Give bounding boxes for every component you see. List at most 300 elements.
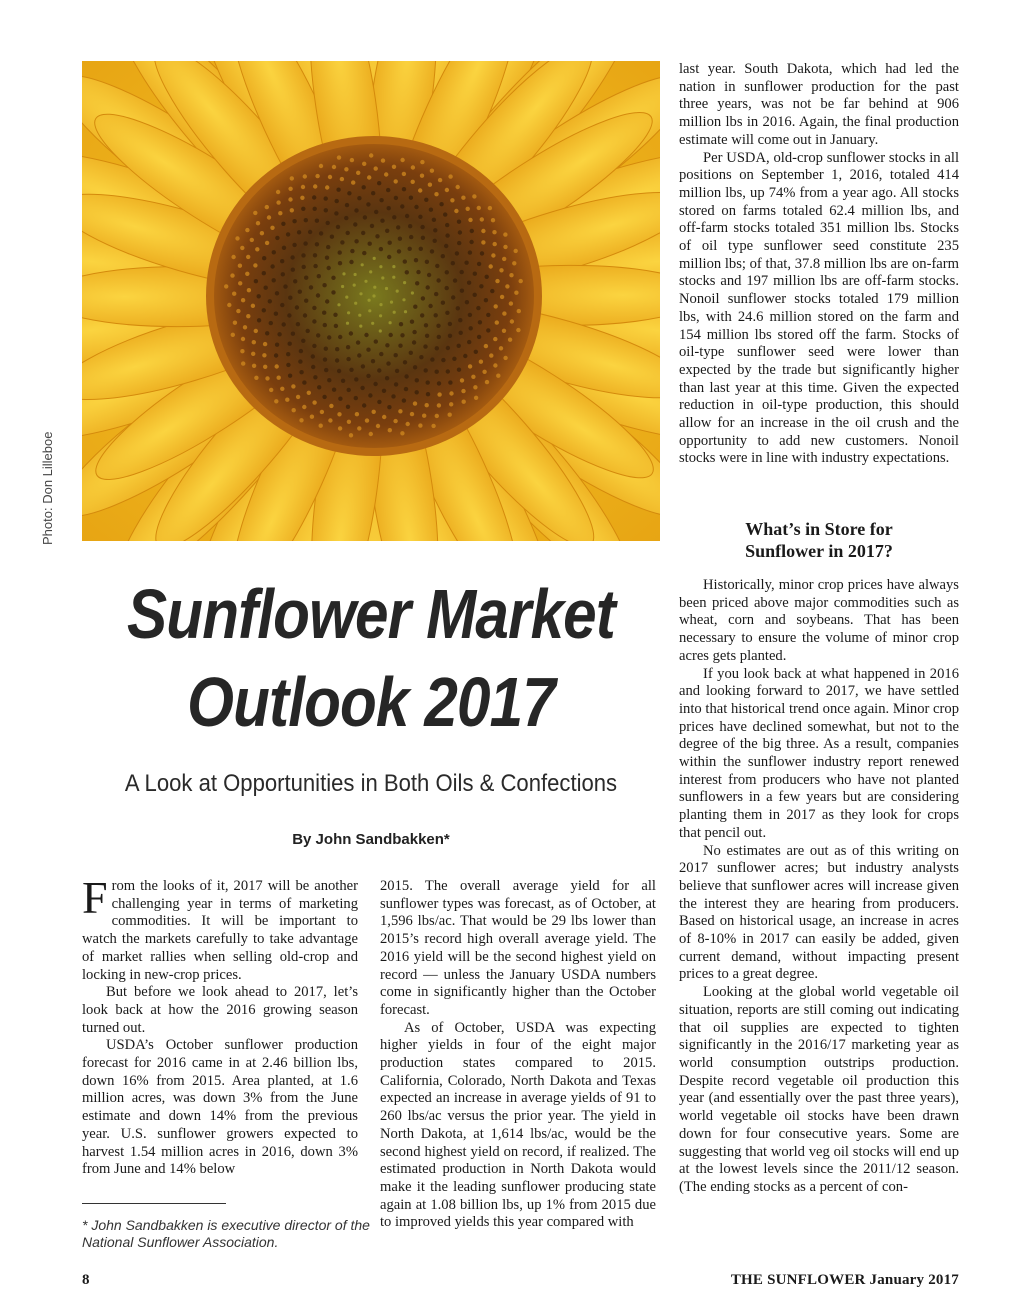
seed-dot [473,293,477,297]
seed-dot [491,218,495,222]
seed-dot [477,206,481,210]
seed-dot [396,225,400,229]
seed-dot [424,368,428,372]
seed-dot [354,396,358,400]
seed-dot [445,270,449,274]
seed-dot [274,353,278,357]
seed-dot [385,343,389,347]
seed-dot [398,344,402,348]
seed-dot [441,358,445,362]
seed-dot [434,192,438,196]
seed-dot [295,305,299,309]
seed-dot [446,369,450,373]
seed-dot [337,412,341,416]
paragraph: No estimates are out as of this writing on 2017 sunflower acres; but industry analysts believe that sunflower acres will increase given the interest they are hearing from producers. Based on historical usage, an increase in acres of 8-10% in 2017 can easily be added, given current demand, without impacting present prices to a great degree. [679,842,959,983]
seed-dot [238,281,242,285]
seed-dot [330,235,334,239]
seed-dot [408,247,412,251]
seed-dot [409,235,413,239]
seed-dot [409,351,413,355]
seed-dot [474,396,478,400]
seed-dot [245,228,249,232]
seed-dot [254,376,258,380]
seed-dot [392,265,395,268]
seed-dot [349,368,353,372]
seed-dot [424,323,428,327]
seed-dot [306,329,310,333]
seed-dot [460,270,464,274]
seed-dot [288,296,292,300]
seed-dot [405,214,409,218]
seed-dot [441,254,445,258]
seed-dot [341,285,344,288]
seed-dot [236,309,240,313]
seed-dot [445,223,449,227]
sunflower-photo [82,61,660,541]
seed-dot [338,426,342,430]
seed-dot [276,200,280,204]
seed-dot [512,261,516,265]
seed-dot [425,260,429,264]
seed-dot [354,208,358,212]
seed-dot [445,311,449,315]
seed-dot [380,219,384,223]
seed-dot [302,405,306,409]
byline: By John Sandbakken* [292,831,450,848]
running-footer: THE SUNFLOWER January 2017 [730,1272,959,1288]
seed-dot [269,321,273,325]
paragraph: But before we look ahead to 2017, let’s look back at how the 2016 growing season turned out. [82,984,358,1036]
seed-dot [354,377,358,381]
seed-dot [313,375,317,379]
seed-dot [437,381,441,385]
seed-dot [345,203,349,207]
paragraph: Looking at the global world vegetable oil situation, reports are still coming out indicating that oil supplies are expected to tighten significantly in the 2016/17 marketing year as world consumption outstrips production. Despite record vegetable oil production this year (and essentially over the past three years), world vegetable oil stocks have been drawn down for four consecutive years. Some are suggesting that world veg oil stocks will end up at the lowest levels since the 2011/12 season. (The ending stocks as a percent of con- [679,984,959,1195]
seed-dot [270,264,274,268]
seed-dot [481,240,485,244]
seed-dot [247,288,251,292]
seed-dot [275,291,279,295]
seed-dot [297,230,301,234]
seed-dot [346,322,349,325]
title-line-1: Sunflower Market [126,575,615,653]
seed-dot [292,243,296,247]
seed-dot [448,174,452,178]
drop-cap: F [82,872,108,923]
seed-dot [328,418,332,422]
seed-dot [437,403,441,407]
seed-dot [359,325,362,328]
seed-dot [337,369,341,373]
seed-dot [379,352,383,356]
seed-dot [260,231,264,235]
seed-dot [363,215,367,219]
seed-dot [319,231,323,235]
seed-dot [313,184,317,188]
seed-dot [448,380,452,384]
seed-dot [452,357,456,361]
seed-dot [462,400,466,404]
seed-dot [457,220,461,224]
seed-dot [414,205,418,209]
seed-dot [438,178,442,182]
seed-dot [430,249,434,253]
seed-dot [381,276,384,279]
seed-dot [301,253,305,257]
seed-dot [369,432,373,436]
seed-dot [344,216,348,220]
seed-dot [345,296,348,299]
seed-dot [299,370,303,374]
seed-dot [460,378,464,382]
seed-dot [459,331,463,335]
seed-dot [366,202,370,206]
seed-dot [231,333,235,337]
seed-dot [246,314,250,318]
seed-dot [412,330,416,334]
seed-dot [426,392,430,396]
seed-dot [288,187,292,191]
seed-dot [467,340,471,344]
seed-dot [254,329,258,333]
seed-dot [368,242,372,246]
seed-dot [400,204,404,208]
seed-dot [479,284,483,288]
seed-dot [436,324,440,328]
seed-dot [509,301,513,305]
seed-dot [505,284,509,288]
seed-dot [302,265,306,269]
seed-dot [332,388,336,392]
seed-dot [288,342,292,346]
seed-dot [337,303,340,306]
seed-dot [355,412,359,416]
seed-dot [275,364,279,368]
seed-dot [238,264,242,268]
seed-dot [262,353,266,357]
seed-dot [461,196,465,200]
seed-dot [231,255,235,259]
seed-dot [490,289,494,293]
seed-dot [338,335,342,339]
seed-dot [331,290,335,294]
seed-dot [499,346,503,350]
seed-dot [377,181,381,185]
seed-dot [319,424,323,428]
seed-dot [346,231,350,235]
seed-dot [500,295,504,299]
seed-dot [301,185,305,189]
seed-dot [415,281,419,285]
seed-dot [280,259,284,263]
seed-dot [265,376,269,380]
seed-dot [502,257,506,261]
seed-dot [253,263,257,267]
seed-dot [445,188,449,192]
seed-dot [243,325,247,329]
seed-dot [253,211,257,215]
seed-dot [359,292,362,295]
seed-dot [288,374,292,378]
seed-dot [430,169,434,173]
seed-dot [362,185,366,189]
seed-dot [435,414,439,418]
seed-dot [317,274,321,278]
seed-dot [377,368,381,372]
seed-dot [415,390,419,394]
body-column-3-top [679,61,959,468]
seed-dot [403,259,407,263]
seed-dot [347,388,351,392]
seed-dot [291,332,295,336]
seed-dot [387,206,391,210]
seed-dot [431,424,435,428]
seed-dot [400,158,404,162]
seed-dot [451,261,455,265]
seed-dot [265,241,269,245]
seed-dot [307,391,311,395]
seed-dot [379,314,382,317]
seed-dot [467,281,471,285]
seed-dot [413,365,417,369]
seed-dot [448,322,452,326]
seed-dot [316,333,320,337]
seed-dot [418,188,422,192]
seed-dot [496,374,500,378]
seed-dot [342,272,345,275]
seed-dot [281,222,285,226]
seed-dot [477,335,481,339]
seed-dot [272,278,276,282]
seed-dot [451,295,455,299]
seed-dot [419,355,423,359]
seed-dot [241,298,245,302]
seed-dot [427,273,431,277]
seed-dot [404,310,407,313]
seed-dot [486,328,490,332]
seed-dot [371,359,375,363]
seed-dot [285,398,289,402]
seed-dot [434,292,438,296]
seed-dot [455,251,459,255]
seed-dot [443,212,447,216]
seed-dot [331,276,335,280]
seed-dot [275,236,279,240]
seed-dot [453,278,457,282]
seed-dot [336,188,340,192]
seed-dot [369,270,372,273]
seed-dot [324,208,328,212]
seed-dot [323,323,327,327]
seed-dot [402,187,406,191]
seed-dot [503,356,507,360]
seed-dot [325,256,329,260]
seed-dot [286,352,290,356]
seed-dot [336,225,340,229]
paragraph [82,872,358,984]
seed-dot [413,305,417,309]
seed-dot [240,246,244,250]
seed-dot [324,368,328,372]
seed-dot [448,334,452,338]
seed-dot [373,257,376,260]
seed-dot [277,376,281,380]
paragraph: Per USDA, old-crop sunflower stocks in all positions on September 1, 2016, totaled 414 million lbs, up 74% from a year ago. All stocks stored on farms totaled 62.4 million lbs, and off-farm stocks totaled 351 million lbs. Stocks of oil type sunflower seed constitute 235 million lbs; of that, 37.8 million lbs are on-farm stocks and 197 million lbs are off-farm stocks. Nonoil sunflower stocks totaled 179 million lbs, with 24.6 million stored on the farm and 154 million lbs stored off the farm. Stocks of oil-type sunflower seed were lower than expected by the trade but significantly higher than last year at this time. Given the expected reduction in oil-type production, this should allow for an increase in the oil crush and the opportunity to add new customers. Nonoil stocks were in line with industry expectations. [679,149,959,467]
seed-dot [508,338,512,342]
seed-dot [280,303,284,307]
seed-dot [333,313,337,317]
seed-dot [326,221,330,225]
seed-dot [264,286,268,290]
seed-dot [493,337,497,341]
seed-dot [488,206,492,210]
seed-dot [233,321,237,325]
seed-dot [323,357,327,361]
seed-dot [372,294,375,297]
seed-dot [269,388,273,392]
seed-dot [315,219,319,223]
seed-dot [312,400,316,404]
paragraph: 2015. The overall average yield for all sunflower types was forecast, as of October, at 1,596 lbs/ac. That would be 29 lbs lower than 2015’s record high overall average yield. The 2016 yield will be the second highest yield on record — unless the January USDA numbers come in significantly higher than the October forecast. [380,878,656,1018]
seed-dot [361,231,365,235]
seed-dot [439,202,443,206]
seed-dot [357,353,361,357]
seed-dot [468,313,472,317]
seed-dot [411,291,414,294]
seed-dot [478,320,482,324]
seed-dot [335,347,339,351]
seed-dot [433,239,437,243]
seed-dot [274,312,278,316]
seed-dot [470,229,474,233]
seed-dot [364,280,367,283]
seed-dot [317,385,321,389]
body-column-2 [380,878,656,1232]
seed-dot [420,160,424,164]
seed-dot [379,303,382,306]
seed-dot [398,409,402,413]
seed-dot [298,359,302,363]
seed-dot [346,405,350,409]
seed-dot [489,264,493,268]
seed-dot [311,365,315,369]
seed-dot [257,294,261,298]
seed-dot [360,386,364,390]
seed-dot [282,246,286,250]
seed-dot [402,172,406,176]
seed-dot [296,395,300,399]
seed-dot [366,374,370,378]
seed-dot [326,245,330,249]
seed-dot [338,397,342,401]
article-subtitle: A Look at Opportunities in Both Oils & Confections [124,770,618,797]
seed-dot [372,410,376,414]
seed-dot [406,422,410,426]
seed-dot [499,268,503,272]
section-heading-line-1: What’s in Store for [745,519,893,539]
seed-dot [362,251,366,255]
page-number: 8 [82,1272,90,1288]
seed-dot [390,301,393,304]
seed-dot [276,190,280,194]
seed-dot [252,340,256,344]
seed-dot [394,353,398,357]
seed-dot [275,343,279,347]
seed-dot [301,207,305,211]
seed-dot [324,196,328,200]
seed-dot [486,313,490,317]
paragraph-text: rom the looks of it, 2017 will be another challenging year in terms of marketing commodities. It will be important to watch the markets carefully to take advantage of market rallies when selling old-crop and locking in new-crop prices. [82,878,358,983]
article-title [122,570,619,746]
seed-dot [469,326,473,330]
seed-dot [468,364,472,368]
seed-dot [354,273,357,276]
seed-dot [349,433,353,437]
seed-dot [436,278,440,282]
seed-dot [368,309,371,312]
seed-dot [358,314,361,317]
seed-dot [408,224,412,228]
seed-dot [270,226,274,230]
seed-dot [463,354,467,358]
seed-dot [322,311,326,315]
seed-dot [274,399,278,403]
seed-dot [362,162,366,166]
seed-dot [371,191,375,195]
seed-dot [399,322,403,326]
seed-dot [373,286,376,289]
seed-dot [312,319,316,323]
seed-dot [379,329,382,332]
seed-dot [354,239,358,243]
seed-dot [334,324,338,328]
seed-dot [448,413,452,417]
seed-dot [303,174,307,178]
seed-dot [435,346,439,350]
seed-dot [301,339,305,343]
seed-dot [325,299,329,303]
seed-dot [335,358,339,362]
seed-dot [365,418,369,422]
seed-dot [357,196,361,200]
seed-dot [302,380,306,384]
seed-dot [263,365,267,369]
seed-dot [368,393,372,397]
seed-dot [291,268,295,272]
seed-dot [375,234,379,238]
seed-dot [370,224,374,228]
seed-dot [329,404,333,408]
seed-dot [298,290,302,294]
seed-dot [471,375,475,379]
seed-dot [409,196,413,200]
seed-dot [519,279,523,283]
seed-dot [293,279,297,283]
seed-dot [346,357,350,361]
seed-dot [356,171,360,175]
seed-dot [464,261,468,265]
seed-dot [309,285,313,289]
seed-dot [340,240,344,244]
seed-dot [392,165,396,169]
seed-dot [382,415,386,419]
seed-dot [495,320,499,324]
seed-dot [377,400,381,404]
seed-dot [435,264,439,268]
seed-dot [461,389,465,393]
seed-dot [379,247,383,251]
seed-dot [420,174,424,178]
